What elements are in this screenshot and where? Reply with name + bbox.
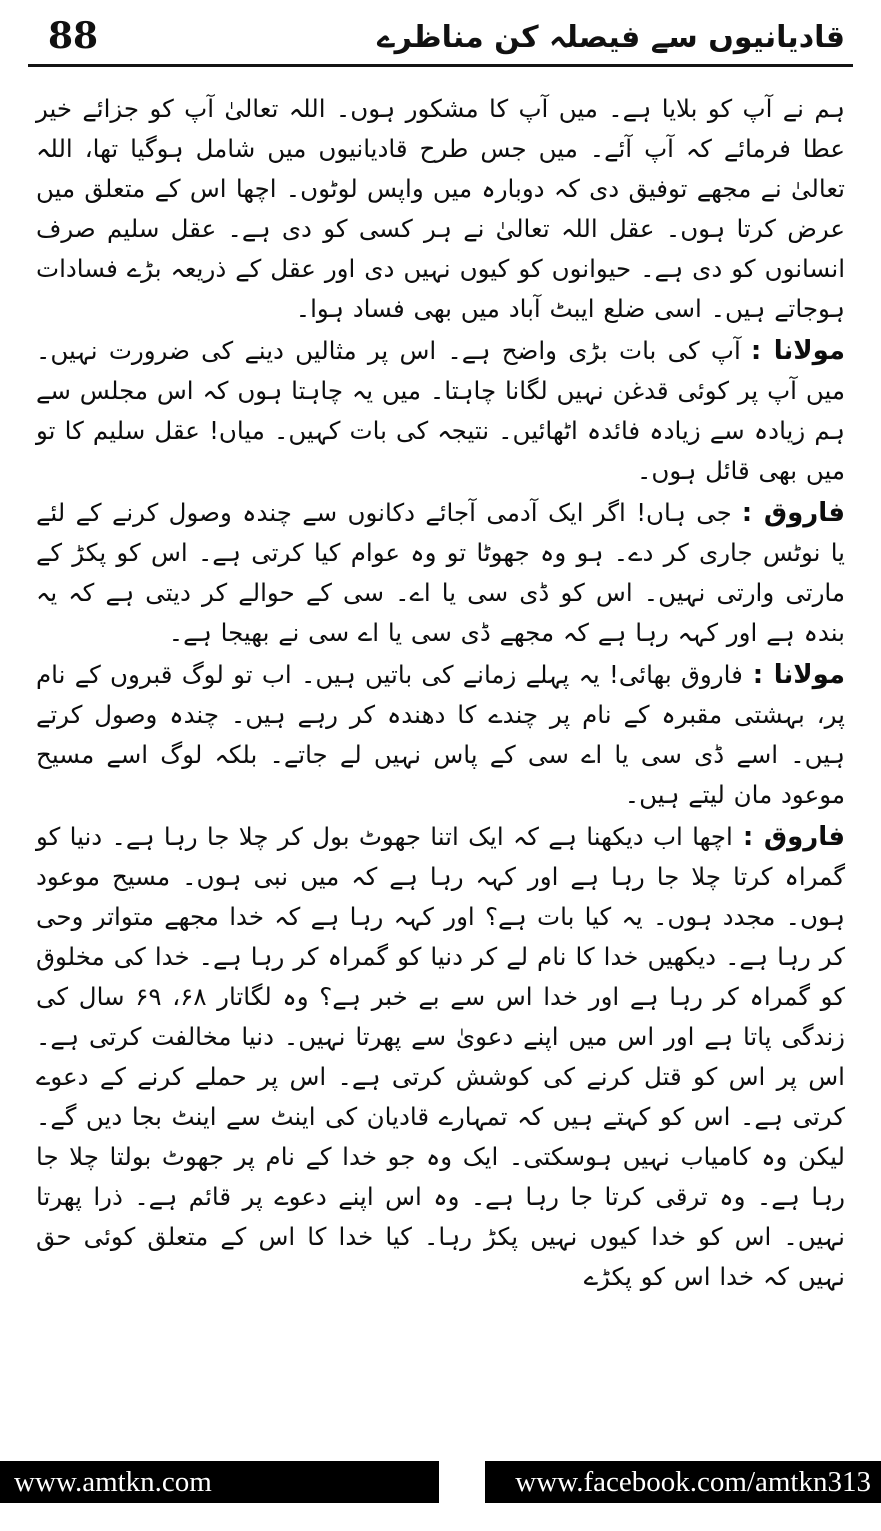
paragraph-text: جی ہاں! اگر ایک آدمی آجائے دکانوں سے چندہ وصول کرنے کے لئے یا نوٹس جاری کر دے۔ ہو وہ جھوٹا تو وہ عوام کیا کرتی ہے۔ اس کو پکڑ کے مارتی وارتی نہیں۔ اس کو ڈی سی یا اے۔ سی کے حوالے کر دیتی ہے کہ یہ بندہ ہے اور کہہ رہا ہے کہ مجھے ڈی سی یا اے سی نے بھیجا ہے۔ [36,498,845,647]
paragraph [36,655,845,815]
page-number: 88 [48,15,99,57]
footer-right-url: www.facebook.com/amtkn313 [485,1461,881,1503]
speaker-label: فاروق : [741,498,845,528]
paragraph [36,89,845,329]
paragraph-text: ہم نے آپ کو بلایا ہے۔ میں آپ کا مشکور ہوں۔ اللہ تعالیٰ آپ کو جزائے خیر عطا فرمائے کہ آپ آئے۔ میں جس طرح قادیانیوں میں شامل ہوگیا تھا، اللہ تعالیٰ نے مجھے توفیق دی کہ دوبارہ میں واپس لوٹوں۔ اچھا اس کے متعلق میں عرض کرتا ہوں۔ عقل اللہ تعالیٰ نے ہر کسی کو دی ہے۔ عقل سلیم صرف انسانوں کو دی ہے۔ حیوانوں کو کیوں نہیں دی اور عقل کے ذریعہ بڑے فسادات ہوجاتے ہیں۔ اسی ضلع ایبٹ آباد میں بھی فساد ہوا۔ [36,94,845,323]
paragraph-text: فاروق بھائی! یہ پہلے زمانے کی باتیں ہیں۔ اب تو لوگ قبروں کے نام پر، بہشتی مقبرہ کے نام پر چندے کا دھندہ کر رہے ہیں۔ چندہ وصول کرتے ہیں۔ اسے ڈی سی یا اے سی کے پاس نہیں لے جاتے۔ بلکہ لوگ اسے مسیح موعود مان لیتے ہیں۔ [36,660,845,809]
speaker-label: فاروق : [742,822,845,852]
footer-left-url: www.amtkn.com [0,1461,439,1503]
paragraph [36,493,845,653]
speaker-label: مولانا : [750,336,846,366]
page-header [0,0,881,60]
paragraph-text: آپ کی بات بڑی واضح ہے۔ اس پر مثالیں دینے کی ضرورت نہیں۔ میں آپ پر کوئی قدغن نہیں لگانا چاہتا۔ میں یہ چاہتا ہوں کہ اس مجلس سے ہم زیادہ سے زیادہ فائدہ اٹھائیں۔ نتیجہ کی بات کہیں۔ میاں! عقل سلیم کا تو میں بھی قائل ہوں۔ [36,336,845,485]
speaker-label: مولانا : [752,660,846,690]
paragraph-text: اچھا اب دیکھنا ہے کہ ایک اتنا جھوٹ بول کر چلا جا رہا ہے۔ دنیا کو گمراہ کرتا چلا جا رہا ہے اور کہہ رہا ہے کہ میں نبی ہوں۔ مسیح موعود ہوں۔ مجدد ہوں۔ یہ کیا بات ہے؟ اور کہہ رہا ہے کہ خدا مجھے متواتر وحی کر رہا ہے۔ دیکھیں خدا کا نام لے کر دنیا کو گمراہ کر رہا ہے۔ خدا کی مخلوق کو گمراہ کر رہا ہے اور خدا اس سے بے خبر ہے؟ وہ لگاتار ۶۸، ۶۹ سال کی زندگی پاتا ہے اور اس میں اپنے دعویٰ سے پھرتا نہیں۔ دنیا مخالفت کرتی ہے۔ اس پر اس کو قتل کرنے کی کوشش کرتی ہے۔ اس پر حملے کرنے کے دعوے کرتی ہے۔ اس کو کہتے ہیں کہ تمہارے قادیان کی اینٹ سے اینٹ بجا دیں گے۔ لیکن وہ کامیاب نہیں ہوسکتی۔ ایک وہ جو خدا کے نام پر جھوٹ بولتا چلا جا رہا ہے۔ وہ ترقی کرتا جا رہا ہے۔ وہ اس اپنے دعوے پر قائم ہے۔ ذرا پھرتا نہیں۔ اس کو خدا کیوں نہیں پکڑ رہا۔ کیا خدا کا اس کے متعلق کوئی حق نہیں کہ خدا اس کو پکڑے [36,822,845,1291]
footer-bar [0,1461,881,1503]
footer-gap [439,1461,485,1503]
page-title: قادیانیوں سے فیصلہ کن مناظرے [377,20,845,55]
text-body [0,67,881,1297]
paragraph [36,817,845,1297]
paragraph [36,331,845,491]
